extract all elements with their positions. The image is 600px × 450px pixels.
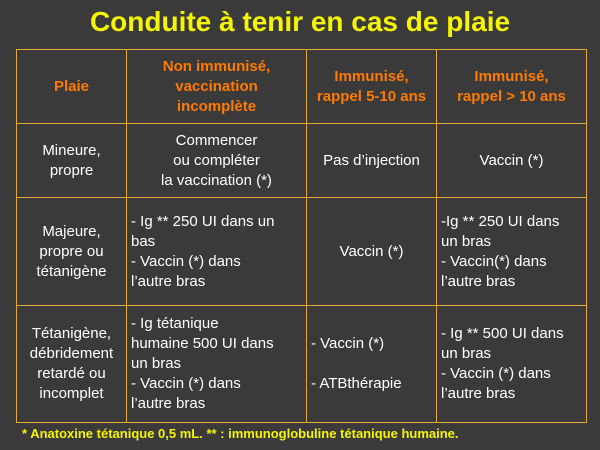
cell-line: un bras [441, 232, 492, 250]
table-row [17, 306, 587, 423]
cell-plaie [17, 198, 127, 306]
cell-gap [311, 354, 432, 374]
cell-line: Vaccin (*) [339, 242, 404, 260]
cell-line: incomplet [39, 385, 104, 402]
cell-rappel-5-10 [307, 306, 437, 423]
cell-rappel-plus-10 [437, 124, 587, 198]
cell-line: - Ig tétanique [131, 315, 219, 332]
cell-line: ou compléter [173, 151, 260, 169]
header-line: incomplète [176, 97, 257, 115]
cell-line: Tétanigène, [31, 325, 112, 342]
cell-line: l’autre bras [131, 272, 206, 290]
cell-line: Pas d’injection [323, 151, 420, 169]
header-line: Plaie [53, 77, 90, 95]
cell-rappel-5-10 [307, 124, 437, 198]
table-header-row [17, 50, 587, 124]
table-row [17, 198, 587, 306]
cell-line: l’autre bras [441, 385, 516, 402]
cell-line: - Ig ** 250 UI dans un [131, 212, 275, 230]
cell-plaie [17, 124, 127, 198]
cell-plaie [17, 306, 127, 423]
cell-non-immunise [127, 124, 307, 198]
header-line: rappel 5-10 ans [316, 87, 427, 105]
cell-line: tétanigène [36, 262, 107, 280]
cell-line: - Vaccin(*) dans [441, 252, 547, 270]
vaccination-table [16, 49, 587, 423]
table-row [17, 124, 587, 198]
cell-line: Majeure, [42, 222, 101, 240]
cell-line: l’autre bras [131, 395, 206, 412]
cell-line: débridement [29, 345, 114, 362]
cell-rappel-plus-10 [437, 198, 587, 306]
slide-title: Conduite à tenir en cas de plaie [89, 6, 511, 37]
cell-line: - Vaccin (*) dans [131, 375, 241, 392]
header-line: rappel > 10 ans [457, 87, 566, 105]
cell-line: Commencer [175, 131, 258, 149]
cell-line: - Ig ** 500 UI dans [441, 325, 564, 342]
cell-line: -Ig ** 250 UI dans [441, 212, 560, 230]
cell-line: - Vaccin (*) dans [441, 365, 551, 382]
cell-line: Mineure, [42, 141, 101, 159]
cell-line: bas [131, 232, 156, 250]
cell-non-immunise [127, 306, 307, 423]
cell-line: retardé ou [37, 365, 106, 382]
header-line: Non immunisé, [162, 57, 271, 75]
cell-line: la vaccination (*) [161, 171, 272, 189]
header-non-immunise [127, 50, 307, 124]
cell-line: - ATBthérapie [311, 375, 402, 392]
header-rappel-plus-10 [437, 50, 587, 124]
cell-rappel-plus-10 [437, 306, 587, 423]
header-plaie [17, 50, 127, 124]
cell-line: un bras [441, 345, 492, 362]
cell-line: un bras [131, 355, 182, 372]
header-rappel-5-10 [307, 50, 437, 124]
cell-non-immunise [127, 198, 307, 306]
header-line: vaccination [175, 77, 258, 95]
cell-line: propre ou [39, 242, 104, 260]
cell-line: propre [49, 161, 94, 179]
cell-line: - Vaccin (*) [311, 335, 385, 352]
header-line: Immunisé, [334, 67, 409, 85]
cell-line: humaine 500 UI dans [131, 335, 274, 352]
cell-line: - Vaccin (*) dans [131, 252, 241, 270]
cell-line: l’autre bras [441, 272, 516, 290]
cell-rappel-5-10 [307, 198, 437, 306]
cell-line: Vaccin (*) [479, 151, 544, 169]
header-line: Immunisé, [474, 67, 549, 85]
footnote: * Anatoxine tétanique 0,5 mL. ** : immunoglobuline tétanique humaine. [22, 426, 459, 441]
